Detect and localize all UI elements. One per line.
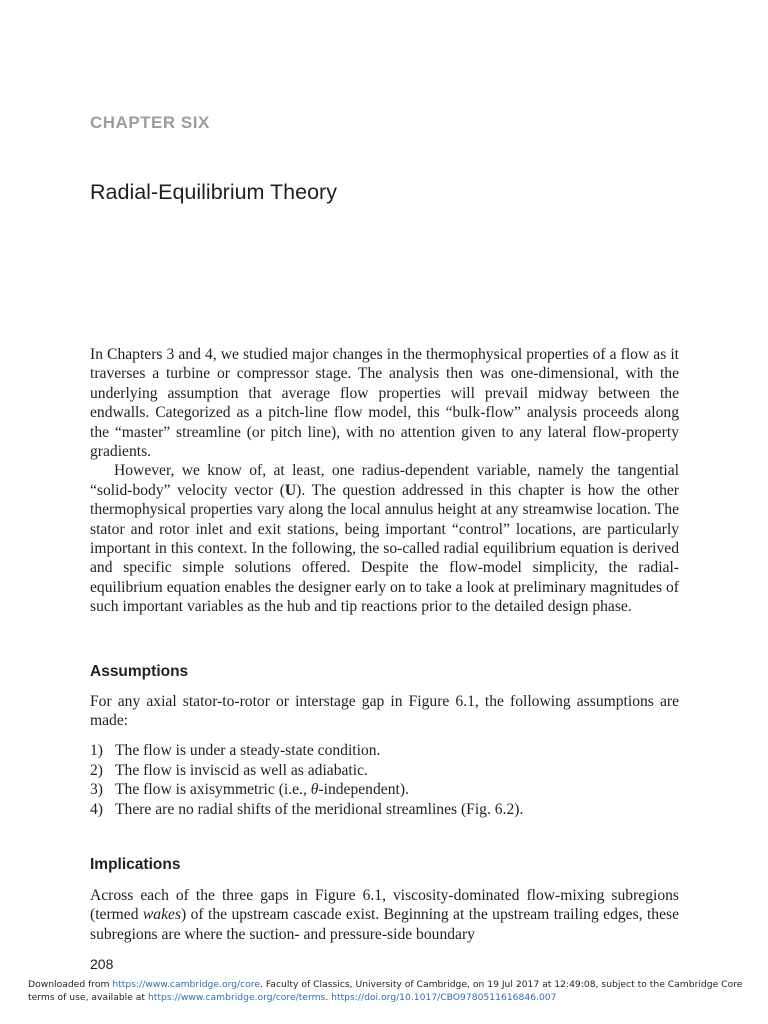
intro-paragraph-2-text-a: However, we know of, at least, one radius-dependent variable, namely the tangential “solid-body” velocity vector ( (90, 462, 679, 499)
implications-text-a: Across each of the three gaps in Figure 6.1, viscosity-dominated flow-mixing subregions (termed (90, 887, 679, 924)
list-item (90, 741, 679, 761)
list-item-text-b: -independent). (318, 781, 409, 799)
list-item-text: The flow is inviscid as well as adiabatic. (115, 761, 368, 779)
list-item-text: There are no radial shifts of the meridional streamlines (Fig. 6.2). (115, 800, 524, 818)
list-item-number: 2) (90, 761, 103, 779)
footer-text: Downloaded from (28, 979, 113, 990)
footer-text: . Faculty of Classics, University of Cambridge, on 19 Jul 2017 at 12:49:08, subject to the Cambridge Core terms of use, available at (28, 979, 743, 1003)
list-item-number: 4) (90, 800, 103, 818)
footer-text: . (325, 991, 332, 1003)
cambridge-core-link[interactable]: https://www.cambridge.org/core (112, 979, 261, 990)
implications-heading: Implications (90, 856, 181, 873)
list-item (90, 780, 679, 800)
implications-term-wakes: wakes (142, 906, 182, 924)
assumptions-intro (90, 692, 679, 731)
assumptions-list (90, 741, 679, 819)
theta-symbol: θ (310, 781, 319, 799)
terms-link[interactable]: https://www.cambridge.org/core/terms (147, 991, 326, 1003)
implications-text-b: ) of the upstream cascade exist. Beginning at the upstream trailing edges, these subregions are where the suction- and pressure-side boundary (90, 906, 679, 943)
download-footer (28, 979, 743, 1005)
implications-section (90, 886, 679, 944)
doi-link[interactable]: https://doi.org/10.1017/CBO9780511616846.007 (331, 991, 557, 1003)
chapter-label: CHAPTER SIX (90, 113, 210, 132)
implications-paragraph (90, 886, 679, 944)
list-item (90, 761, 679, 781)
list-item-number: 3) (90, 781, 103, 799)
assumptions-intro-text: For any axial stator-to-rotor or interstage gap in Figure 6.1, the following assumptions are made: (90, 693, 679, 730)
list-item-text-a: The flow is axisymmetric (i.e., (115, 781, 311, 799)
intro-paragraph-2 (90, 461, 679, 616)
list-item-text: The flow is under a steady-state condition. (115, 742, 381, 759)
list-item (90, 800, 679, 820)
intro-paragraph-1: In Chapters 3 and 4, we studied major changes in the thermophysical properties of a flow as it traverses a turbine or compressor stage. The analysis then was one-dimensional, with the underlying assumption that average flow properties will prevail midway between the endwalls. Categorized as a pitch-line flow model, this “bulk-flow” analysis proceeds along the “master” streamline (or pitch line), with no attention given to any lateral flow-property gradients. (90, 346, 679, 461)
intro-paragraph-2-text-b: ). The question addressed in this chapter is how the other thermophysical properties vary along the local annulus height at any streamwise location. The stator and rotor inlet and exit stations, being important “control” locations, are particularly important in this context. In the following, the so-called radial equilibrium equation is derived and specific simple solutions offered. Despite the flow-model simplicity, the radial-equilibrium equation enables the designer early on to take a look at preliminary magnitudes of such important variables as the hub and tip reactions prior to the detailed design phase. (90, 481, 679, 616)
list-item-number: 1) (90, 742, 103, 759)
page-number: 208 (90, 956, 114, 972)
assumptions-heading: Assumptions (90, 663, 189, 680)
vector-u-symbol: U (284, 481, 297, 499)
intro-section (90, 345, 679, 617)
chapter-title: Radial-Equilibrium Theory (90, 180, 337, 204)
